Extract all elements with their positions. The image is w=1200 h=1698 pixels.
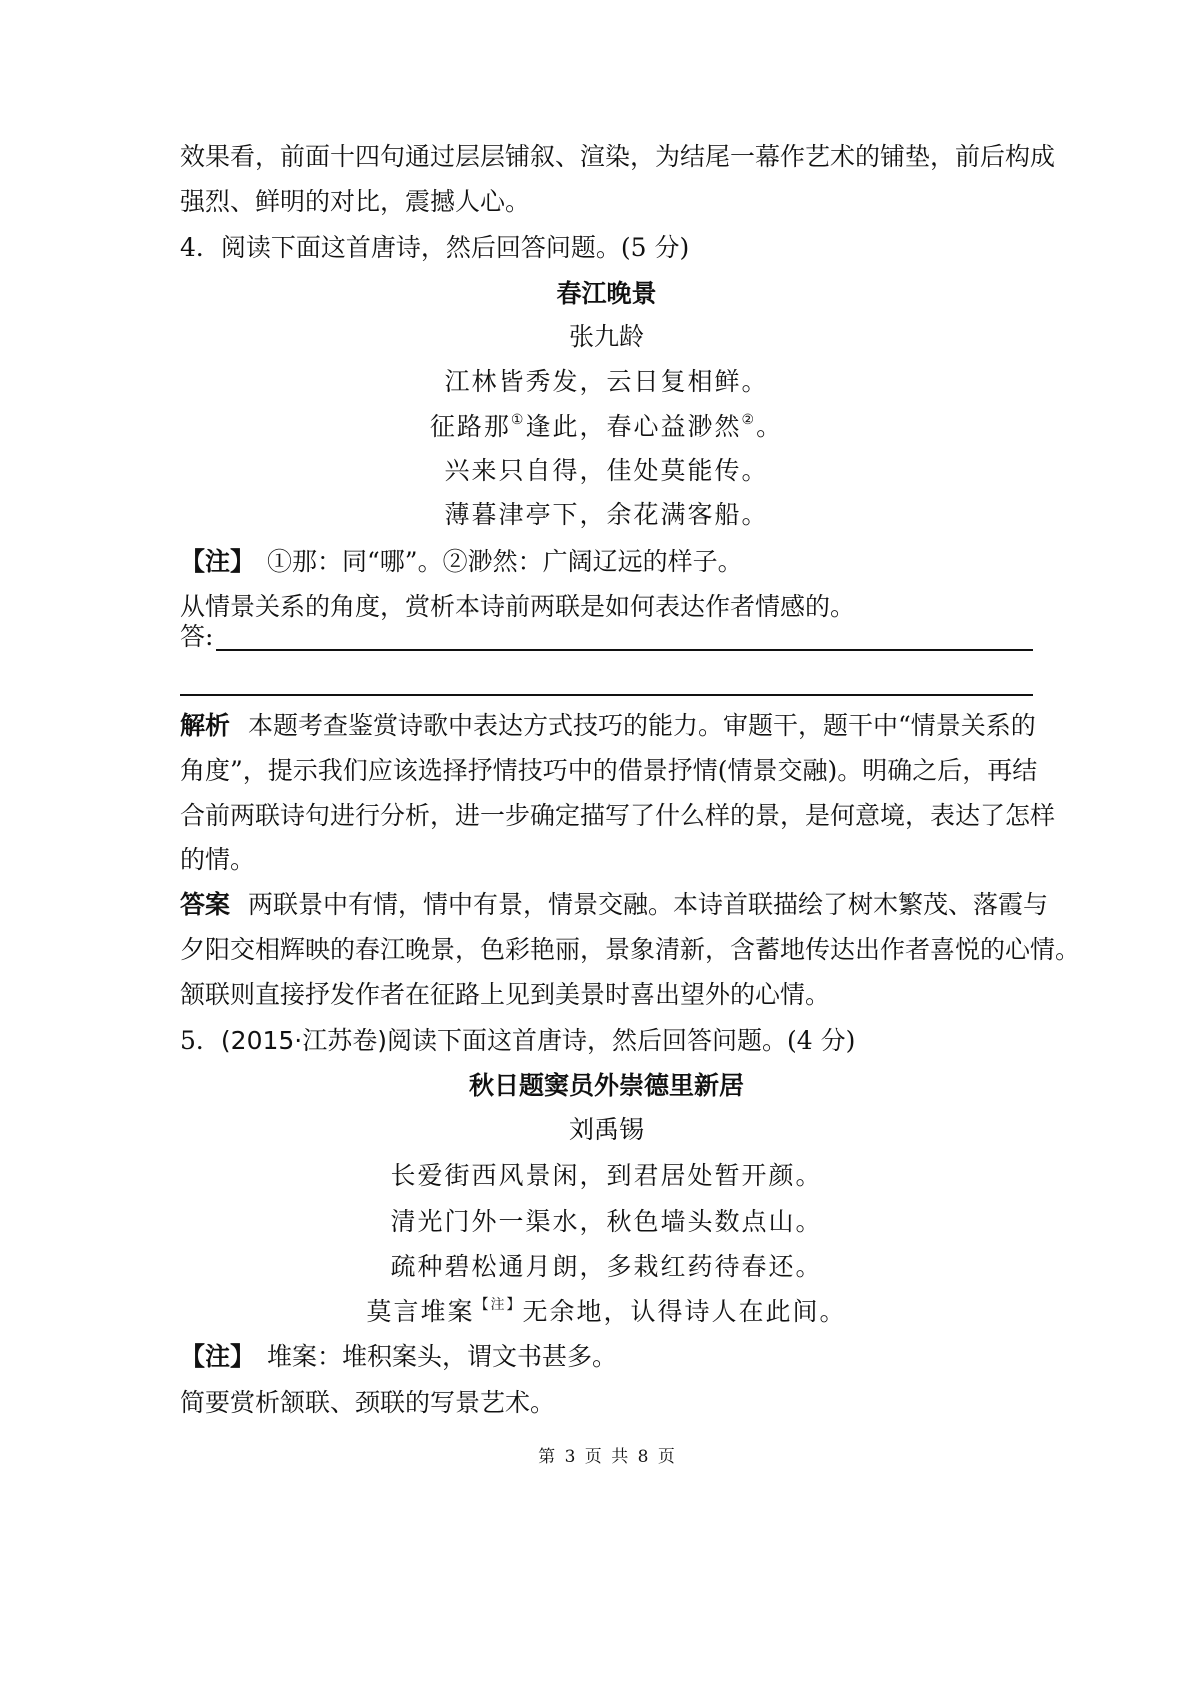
q5-note-label: 【注】 — [180, 1342, 256, 1371]
q5-prompt-source: (2015·江苏卷) — [220, 1026, 387, 1055]
q4-poem-line-1: 江林皆秀发，云日复相鲜。 — [444, 367, 769, 396]
q4-key-line-1 — [180, 888, 1049, 922]
footnote-marker-1: ① — [510, 412, 526, 428]
q4-note — [180, 545, 1033, 579]
q5-poem-line-1: 长爱街西风景闲，到君居处暂开颜。 — [390, 1161, 823, 1190]
q4-poem-line-2-part-b: 逢此，春心益渺然 — [525, 412, 742, 441]
q4-analysis-line-3: 合前两联诗句进行分析，进一步确定描写了什么样的景，是何意境，表达了怎样 — [180, 801, 1056, 830]
answer-blank-line — [180, 694, 1033, 696]
q5-poem-line-4-part-a: 莫言堆案 — [366, 1297, 475, 1326]
q5-prompt-text: 阅读下面这首唐诗，然后回答问题。(4 分) — [386, 1026, 856, 1055]
q4-poem-title: 春江晚景 — [556, 279, 657, 308]
q5-poem-line-4 — [180, 1295, 1033, 1333]
q4-note-label: 【注】 — [180, 547, 256, 576]
q5-prompt-number: 5． — [180, 1026, 221, 1055]
q4-question: 从情景关系的角度，赏析本诗前两联是如何表达作者情感的。 — [180, 592, 856, 621]
q5-poem-title: 秋日题窦员外崇德里新居 — [468, 1071, 744, 1100]
q4-answer-label: 答: — [180, 622, 214, 651]
q5-poem-line-4-part-b: 无余地，认得诗人在此间。 — [522, 1297, 847, 1326]
q4-key-line-3: 颔联则直接抒发作者在征路上见到美景时喜出望外的心情。 — [180, 980, 831, 1009]
q4-note-text: ①那：同“哪”。②渺然：广阔辽远的样子。 — [267, 547, 743, 576]
q4-analysis-line-4: 的情。 — [180, 845, 256, 874]
q4-poem-line-3: 兴来只自得，佳处莫能传。 — [444, 456, 769, 485]
answer-key-label: 答案 — [180, 890, 231, 919]
q4-analysis-line-1 — [180, 709, 1036, 743]
footnote-marker-2: ② — [741, 412, 757, 428]
q5-poem-author: 刘禹锡 — [568, 1115, 644, 1144]
q4-answer-row-1[interactable] — [180, 620, 1033, 654]
intro-line-2: 强烈、鲜明的对比，震撼人心。 — [180, 187, 531, 216]
analysis-text-1: 本题考查鉴赏诗歌中表达方式技巧的能力。审题干，题干中“情景关系的 — [248, 711, 1036, 740]
q4-poem-line-2-part-c: 。 — [756, 412, 784, 441]
intro-line-1: 效果看，前面十四句通过层层铺叙、渲染，为结尾一幕作艺术的铺垫，前后构成 — [180, 142, 1056, 171]
q4-analysis-line-2: 角度”，提示我们应该选择抒情技巧中的借景抒情(情景交融)。明确之后，再结 — [180, 756, 1038, 785]
q4-prompt: 4．阅读下面这首唐诗，然后回答问题。(5 分) — [180, 233, 690, 262]
answer-blank-line — [216, 649, 1033, 651]
q4-poem-author: 张九龄 — [568, 322, 644, 351]
q4-poem-line-2 — [180, 410, 1033, 448]
q5-note — [180, 1340, 1033, 1374]
q4-poem-line-4: 薄暮津亭下，余花满客船。 — [444, 500, 769, 529]
q5-poem-line-2: 清光门外一渠水，秋色墙头数点山。 — [390, 1207, 823, 1236]
q4-answer-row-2[interactable] — [180, 665, 1033, 699]
analysis-label: 解析 — [180, 711, 231, 740]
q4-key-line-2: 夕阳交相辉映的春江晚景，色彩艳丽，景象清新，含蓄地传达出作者喜悦的心情。 — [180, 935, 1081, 964]
q5-question: 简要赏析颔联、颈联的写景艺术。 — [180, 1388, 556, 1417]
q5-note-text: 堆案：堆积案头，谓文书甚多。 — [267, 1342, 618, 1371]
q4-poem-line-2-part-a: 征路那 — [429, 412, 511, 441]
footnote-marker-note: 【注】 — [474, 1297, 523, 1313]
answer-key-text-1: 两联景中有情，情中有景，情景交融。本诗首联描绘了树木繁茂、落霞与 — [248, 890, 1049, 919]
q5-prompt — [180, 1024, 1033, 1058]
q5-poem-line-3: 疏种碧松通月朗，多栽红药待春还。 — [390, 1252, 823, 1281]
page-footer: 第 3 页 共 8 页 — [538, 1447, 675, 1467]
